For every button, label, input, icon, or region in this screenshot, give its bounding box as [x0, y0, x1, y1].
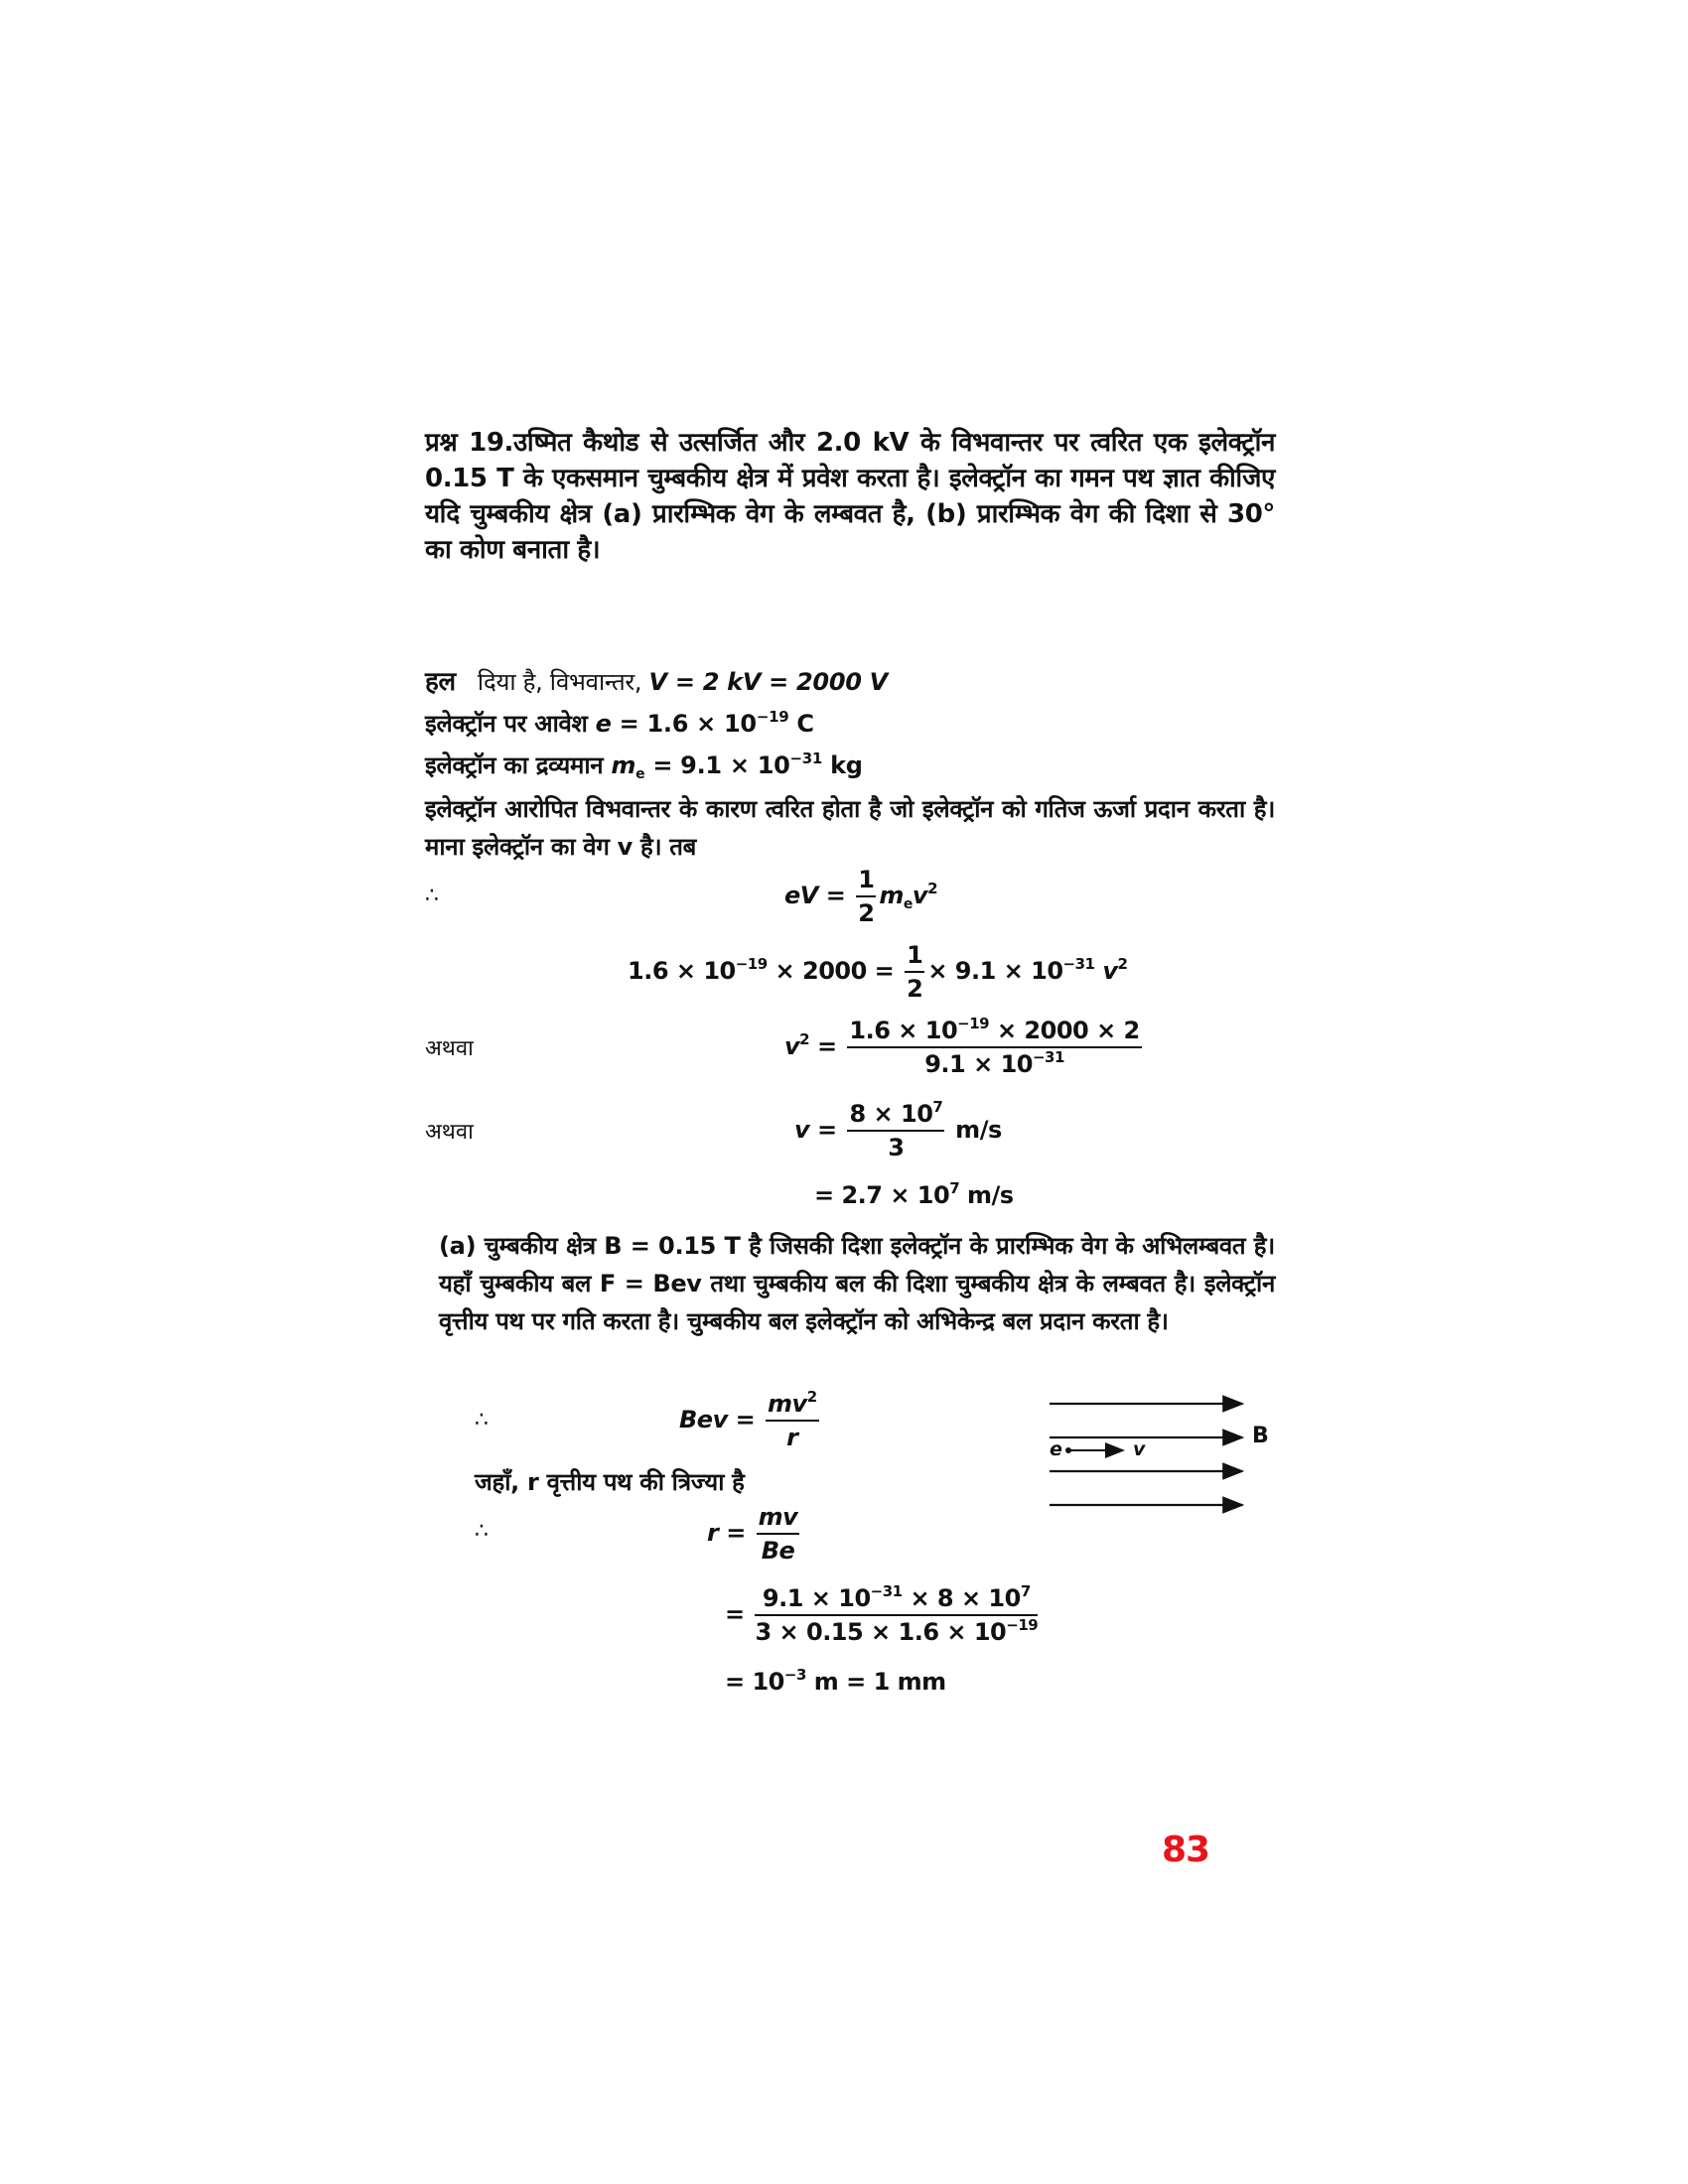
eq1-den: 2	[858, 899, 875, 927]
eq2-num: 1	[905, 941, 924, 973]
mass-unit: kg	[822, 751, 863, 779]
eq3-den-exp: −31	[1032, 1048, 1064, 1066]
mass-line	[425, 751, 863, 780]
eq1-mass: m	[879, 882, 904, 909]
electron-label: e	[1050, 1438, 1062, 1460]
sub-num-exp: −31	[870, 1582, 903, 1600]
sub-num-exp2: 7	[1020, 1582, 1031, 1600]
question-block	[425, 425, 1275, 568]
radius-fraction	[757, 1503, 800, 1565]
magnetic-field-diagram	[1048, 1390, 1276, 1519]
force-fraction	[766, 1390, 819, 1451]
sub-num	[755, 1584, 1038, 1616]
eq2-lhs-a: 1.6 × 10	[628, 957, 736, 985]
eq1-fraction	[856, 866, 876, 927]
equation-velocity	[794, 1100, 1002, 1161]
solution-given-line	[425, 667, 888, 697]
question-text: उष्मित कैथोड से उत्सर्जित और 2.0 kV के विभवान्तर पर त्वरित एक इलेक्ट्रॉन 0.15 T के एकसमान चुम्बकीय क्षेत्र में प्रवेश करता है। इलेक्ट्रॉन का गमन पथ ज्ञात कीजिए यदि चुम्बकीय क्षेत्र (a) प्रारम्भिक वेग के लम्बवत है, (b) प्रारम्भिक वेग की दिशा से 30° का कोण बनाता है।	[425, 428, 1276, 565]
eq1-num: 1	[856, 866, 876, 897]
therefore-symbol-1: ∴	[425, 884, 439, 908]
eq3-num	[847, 1017, 1141, 1048]
therefore-symbol-2: ∴	[475, 1408, 489, 1433]
eq1-v: v	[912, 882, 928, 909]
eq3-den-a: 9.1 × 10	[924, 1050, 1033, 1078]
velocity-label: v	[1133, 1438, 1146, 1460]
radius-lhs: r =	[707, 1519, 746, 1547]
therefore-symbol-3: ∴	[475, 1519, 489, 1544]
radius-den	[757, 1535, 800, 1565]
given-potential-math: V = 2 kV = 2000 V	[648, 668, 888, 696]
eq4-num-exp: 7	[932, 1098, 943, 1116]
force-lhs: Bev =	[679, 1406, 756, 1433]
eq3-lhs: v	[784, 1032, 800, 1060]
sub-num-a: 9.1 × 10	[762, 1584, 871, 1612]
explanation-paragraph: इलेक्ट्रॉन आरोपित विभवान्तर के कारण त्वरित होता है जो इलेक्ट्रॉन को गतिज ऊर्जा प्रदान करता है। माना इलेक्ट्रॉन का वेग v है। तब	[425, 795, 1275, 861]
sub-fraction	[755, 1584, 1038, 1646]
result-a: = 10	[725, 1668, 784, 1696]
sub-den	[755, 1616, 1038, 1646]
eq1-v-exp: 2	[927, 880, 937, 897]
field-lines-icon	[1048, 1390, 1276, 1519]
equation-kinetic-energy	[784, 866, 937, 927]
eq3-lhs-exp: 2	[799, 1030, 810, 1048]
charge-value: = 1.6 × 10	[611, 710, 757, 738]
sub-equals: =	[725, 1600, 745, 1628]
charge-symbol: e	[595, 710, 612, 738]
eq2-den: 2	[907, 975, 923, 1003]
equation-substitution	[628, 941, 1127, 1003]
part-a-text: चुम्बकीय क्षेत्र B = 0.15 T है जिसकी दिशा इलेक्ट्रॉन के प्रारम्भिक वेग के अभिलम्बवत है। यहाँ चुम्बकीय बल F = Bev तथा चुम्बकीय बल की दिशा चुम्बकीय क्षेत्र के लम्बवत है। इलेक्ट्रॉन वृत्तीय पथ पर गति करता है। चुम्बकीय बल इलेक्ट्रॉन को अभिकेन्द्र बल प्रदान करता है।	[439, 1232, 1275, 1335]
radius-definition-line: जहाँ, r वृत्तीय पथ की त्रिज्या है	[475, 1468, 745, 1496]
eq1-mass-sub: e	[903, 896, 913, 912]
mass-label: इलेक्ट्रॉन का द्रव्यमान	[425, 751, 612, 779]
result-exp: −3	[783, 1666, 806, 1684]
eq2-fraction	[905, 941, 924, 1003]
athva-label-2: अथवा	[425, 1120, 474, 1145]
equation-v-squared	[784, 1017, 1145, 1078]
eq2-lhs-exp: −19	[735, 955, 768, 973]
charge-unit: C	[788, 710, 814, 738]
eq5-a: = 2.7 × 10	[814, 1181, 950, 1209]
mass-value: = 9.1 × 10	[644, 751, 790, 779]
eq4-unit: m/s	[947, 1116, 1002, 1144]
charge-line	[425, 709, 814, 739]
eq3-num-exp: −19	[957, 1015, 990, 1032]
force-num	[766, 1390, 819, 1422]
eq3-den	[847, 1048, 1141, 1078]
equation-force-balance	[679, 1390, 822, 1451]
sub-den-exp: −19	[1006, 1616, 1039, 1634]
equation-radius-substitution	[725, 1584, 1041, 1646]
equation-radius	[707, 1503, 802, 1565]
eq3-equals: =	[809, 1032, 837, 1060]
eq3-num-b: × 2000 × 2	[989, 1017, 1140, 1044]
eq5-exp: 7	[949, 1179, 960, 1197]
given-potential-text: दिया है, विभवान्तर,	[477, 668, 649, 696]
eq3-num-a: 1.6 × 10	[849, 1017, 958, 1044]
eq4-num	[847, 1100, 944, 1132]
eq1-lhs: eV =	[784, 882, 846, 909]
radius-den-a: Be	[761, 1537, 795, 1565]
eq5-unit: m/s	[959, 1181, 1014, 1209]
force-num-a: mv	[768, 1390, 807, 1418]
question-label: प्रश्न 19.	[425, 428, 514, 458]
eq3-fraction	[847, 1017, 1141, 1078]
eq4-fraction	[847, 1100, 944, 1161]
part-a-paragraph	[439, 1227, 1275, 1340]
sub-num-b: × 8 × 10	[902, 1584, 1021, 1612]
force-den	[766, 1422, 819, 1451]
charge-label: इलेक्ट्रॉन पर आवेश	[425, 710, 596, 738]
page-number: 83	[1162, 1830, 1210, 1870]
solution-label: हल	[425, 667, 456, 697]
equation-velocity-result	[814, 1181, 1014, 1209]
mass-subscript: e	[635, 766, 645, 782]
result-b: m = 1 mm	[805, 1668, 946, 1696]
field-label: B	[1252, 1424, 1269, 1448]
force-den-a: r	[786, 1424, 798, 1451]
sub-den-a: 3 × 0.15 × 1.6 × 10	[755, 1618, 1007, 1646]
eq4-den: 3	[888, 1134, 905, 1161]
eq4-lhs: v =	[794, 1116, 837, 1144]
radius-num	[757, 1503, 800, 1535]
eq4-num-a: 8 × 10	[849, 1100, 933, 1128]
athva-label-1: अथवा	[425, 1036, 474, 1061]
charge-exponent: −19	[756, 708, 789, 726]
equation-radius-result	[725, 1668, 946, 1696]
eq2-rhs-v: v	[1094, 957, 1118, 985]
part-a-label: (a)	[439, 1232, 477, 1260]
eq2-rhs-exp: −31	[1062, 955, 1095, 973]
mass-exponent: −31	[789, 750, 823, 767]
eq2-rhs-v-exp: 2	[1117, 955, 1128, 973]
radius-num-a: mv	[758, 1503, 798, 1531]
eq2-rhs-a: × 9.1 × 10	[927, 957, 1063, 985]
eq2-lhs-b: × 2000 =	[767, 957, 895, 985]
force-num-exp: 2	[806, 1388, 817, 1406]
mass-symbol: m	[611, 751, 636, 779]
